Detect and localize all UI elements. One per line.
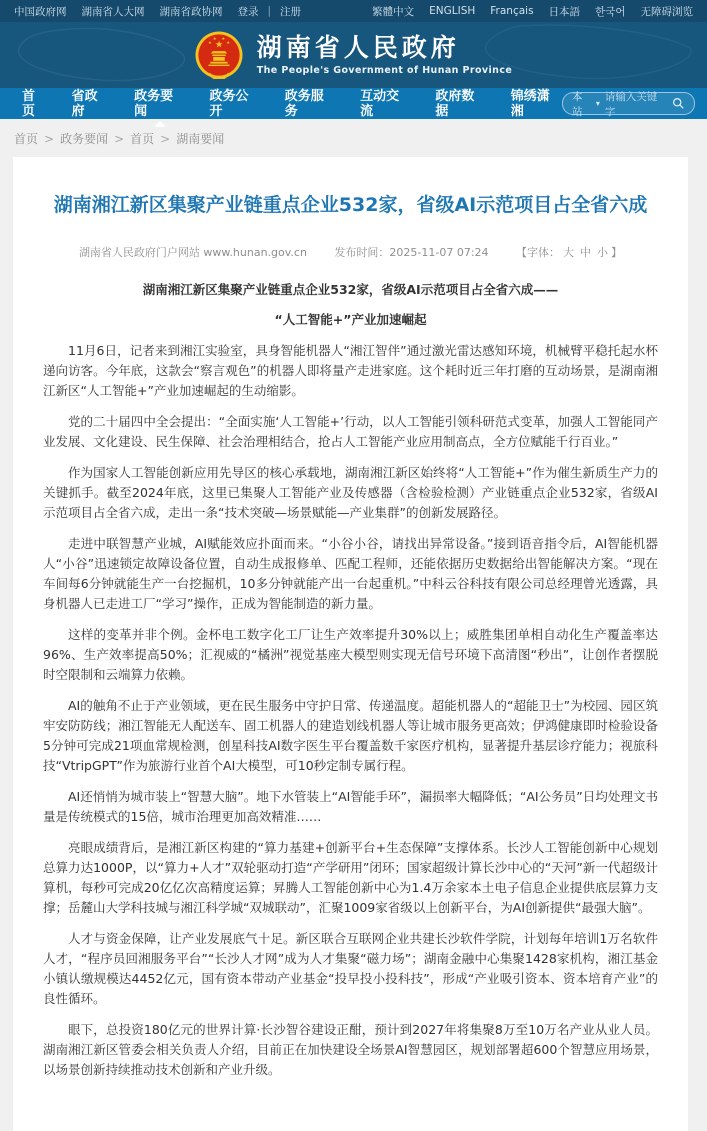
svg-text:★: ★ (214, 39, 224, 51)
nav-item-锦绣潇湘[interactable]: 锦绣潇湘 (510, 88, 550, 119)
svg-text:★: ★ (212, 37, 217, 43)
language-link[interactable]: ENGLISH (429, 5, 476, 17)
search-scope-dropdown[interactable]: 本站 (572, 90, 583, 118)
svg-text:★: ★ (225, 40, 230, 46)
article-paragraph: 走进中联智慧产业城，AI赋能效应扑面而来。“小谷小谷，请找出异常设备。”接到语音指令后，AI智能机器人“小谷”迅速锁定故障设备位置，自动生成报修单、匹配工程师，还能依据历史数据给出智能解决方案。“现在车间每6分钟就能生产一台挖掘机，10多分钟就能产出一台起重机。”中科云谷科技有限公司总经理曾光透露，具身机器人已走进工厂“学习”操作，正成为智能制造的新力量。 (43, 535, 658, 611)
national-emblem-logo (195, 31, 243, 79)
article-paragraph: 党的二十届四中全会提出：“全面实施‘人工智能+’行动，以人工智能引领科研范式变革，加强人工智能同产业发展、文化建设、民生保障、社会治理相结合，抢占人工智能产业应用制高点，全方位赋能千行百业。” (43, 413, 658, 449)
top-utility-bar (0, 0, 707, 22)
article-paragraph: 作为国家人工智能创新应用先导区的核心承载地，湖南湘江新区始终将“人工智能+”作为催生新质生产力的关键抓手。截至2024年底，这里已集聚人工智能产业及传感器（含检验检测）产业链重点企业532家，省级AI示范项目占全省六成，走出一条“技术突破—场景赋能—产业集群”的创新发展路径。 (43, 464, 658, 520)
article-paragraph: 亮眼成绩背后，是湘江新区构建的“算力基建+创新平台+生态保障”支撑体系。长沙人工智能创新中心规划总算力达1000P，以“算力+人才”双轮驱动打造“产学研用”闭环；国家超级计算长沙中心的“天河”新一代超级计算机，每秒可完成20亿亿次高精度运算；昇腾人工智能创新中心为1.4万余家本土电子信息企业提供底层算力支撑；岳麓山大学科技城与湘江科学城“双城联动”，汇聚1009家省级以上创新平台，为AI创新提供“最强大脑”。 (43, 839, 658, 915)
site-title-english: The People's Government of Hunan Province (256, 64, 513, 76)
topbar-link[interactable]: 湖南省人大网 (81, 5, 145, 18)
article-paragraph: AI的触角不止于产业领域，更在民生服务中守护日常、传递温度。超能机器人的“超能卫士”为校园、园区筑牢安防防线；湘江智能无人配送车、固工机器人的建造划线机器人等让城市服务更高效；伊鸿健康即时检验设备5分钟可完成21项血常规检测，创星科技AI数字医生平台覆盖数千家医疗机构，显著提升基层诊疗能力；视旅科技“VtripGPT”作为旅游行业首个AI大模型，可10秒定制专属行程。 (43, 697, 658, 773)
font-size-button-中[interactable]: 中 (580, 245, 592, 259)
breadcrumb-separator: > (114, 132, 125, 146)
language-link[interactable]: 日本語 (548, 5, 581, 18)
nav-item-政府数据[interactable]: 政府数据 (435, 88, 475, 119)
login-link[interactable]: 登录 (237, 5, 259, 18)
language-link[interactable]: 한국어 (595, 5, 626, 18)
main-nav (0, 88, 707, 119)
article-source: 湖南省人民政府门户网站 www.hunan.gov.cn (78, 245, 307, 259)
topbar-left-links (14, 4, 301, 19)
nav-item-互动交流[interactable]: 互动交流 (360, 88, 400, 119)
site-header (0, 22, 707, 88)
article-paragraph: AI还悄悄为城市装上“智慧大脑”。地下水管装上“AI智能手环”，漏损率大幅降低；“AI公务员”日均处理文书量是传统模式的15倍，城市治理更加高效精准…… (43, 788, 658, 824)
divider: | (267, 5, 272, 17)
article-paragraph: 人才与资金保障，让产业发展底气十足。新区联合互联网企业共建长沙软件学院，计划每年培训1万名软件人才，“程序员回湘服务平台”“长沙人才网”成为人才集聚“磁力场”；湖南金融中心集聚1428家机构，湘江基金小镇认缴规模达4452亿元，国有资本带动产业基金“投早投小投科技”，形成“产业吸引资本、资本培育产业”的良性循环。 (43, 930, 658, 1006)
breadcrumb-item[interactable]: 湖南要闻 (176, 132, 225, 146)
breadcrumb-item[interactable]: 首页 (14, 132, 39, 146)
topbar-language-links (372, 4, 693, 19)
search-icon[interactable] (672, 97, 685, 110)
breadcrumb-item[interactable]: 首页 (130, 132, 155, 146)
page-background (0, 157, 707, 1131)
breadcrumb-separator: > (44, 132, 55, 146)
article-meta (43, 244, 658, 260)
font-size-button-大[interactable]: 大 (563, 245, 575, 259)
nav-item-首页[interactable]: 首页 (22, 88, 36, 119)
topbar-link[interactable]: 湖南省政协网 (159, 5, 223, 18)
font-size-button-小[interactable]: 小 (597, 245, 609, 259)
language-link[interactable]: 无障碍浏览 (640, 5, 693, 18)
svg-text:★: ★ (221, 37, 226, 43)
article-card (13, 157, 688, 1131)
site-search[interactable] (562, 90, 695, 118)
breadcrumb-separator: > (160, 132, 171, 146)
svg-text:★: ★ (207, 40, 212, 46)
nav-item-省政府[interactable]: 省政府 (71, 88, 98, 119)
article-paragraph: 这样的变革并非个例。金杯电工数字化工厂让生产效率提升30%以上；威胜集团单相自动化生产覆盖率达96%、生产效率提高50%；汇视威的“橘洲”视觉基座大模型则实现无信号环境下高清图“秒出”，让创作者摆脱时空限制和云端算力依赖。 (43, 626, 658, 682)
language-link[interactable]: 繁體中文 (372, 5, 415, 18)
breadcrumb-item[interactable]: 政务要闻 (60, 132, 109, 146)
language-link[interactable]: Français (490, 5, 534, 17)
nav-item-政务要闻[interactable]: 政务要闻 (134, 81, 185, 127)
register-link[interactable]: 注册 (280, 5, 302, 18)
article-subtitle: 湖南湘江新区集聚产业链重点企业532家，省级AI示范项目占全省六成—— (142, 281, 559, 297)
nav-item-政务公开[interactable]: 政务公开 (209, 88, 249, 119)
article-paragraph: 11月6日，记者来到湘江实验室，具身智能机器人“湘江智伴”通过激光雷达感知环境，机械臂平稳托起水杯递向访客。今年底，这款会“察言观色”的机器人即将量产走进家庭。这个耗时近三年打磨的互动场景，是湖南湘江新区“人工智能+”产业加速崛起的生动缩影。 (43, 342, 658, 398)
search-input[interactable]: 请输入关键字 (604, 90, 658, 118)
page-title: 湖南湘江新区集聚产业链重点企业532家，省级AI示范项目占全省六成 (53, 194, 648, 216)
font-size-control: 【字体： 大 中 小 】 (516, 245, 623, 259)
article-subtitle: “人工智能+”产业加速崛起 (274, 311, 427, 327)
article-paragraph: 眼下，总投资180亿元的世界计算·长沙智谷建设正酣，预计到2027年将集聚8万至10万名产业从业人员。湖南湘江新区管委会相关负责人介绍，目前正在加快建设全场景AI智慧园区，规划部署超600个智慧应用场景，以场景创新持续推动技术创新和产业升级。 (43, 1021, 658, 1077)
publish-time: 发布时间：2025-11-07 07:24 (334, 245, 489, 259)
chevron-down-icon: ▾ (595, 99, 600, 108)
article-body (43, 280, 658, 1080)
site-title: 湖南省人民政府 (256, 33, 460, 63)
topbar-link[interactable]: 中国政府网 (14, 5, 67, 18)
nav-item-政务服务[interactable]: 政务服务 (284, 88, 324, 119)
